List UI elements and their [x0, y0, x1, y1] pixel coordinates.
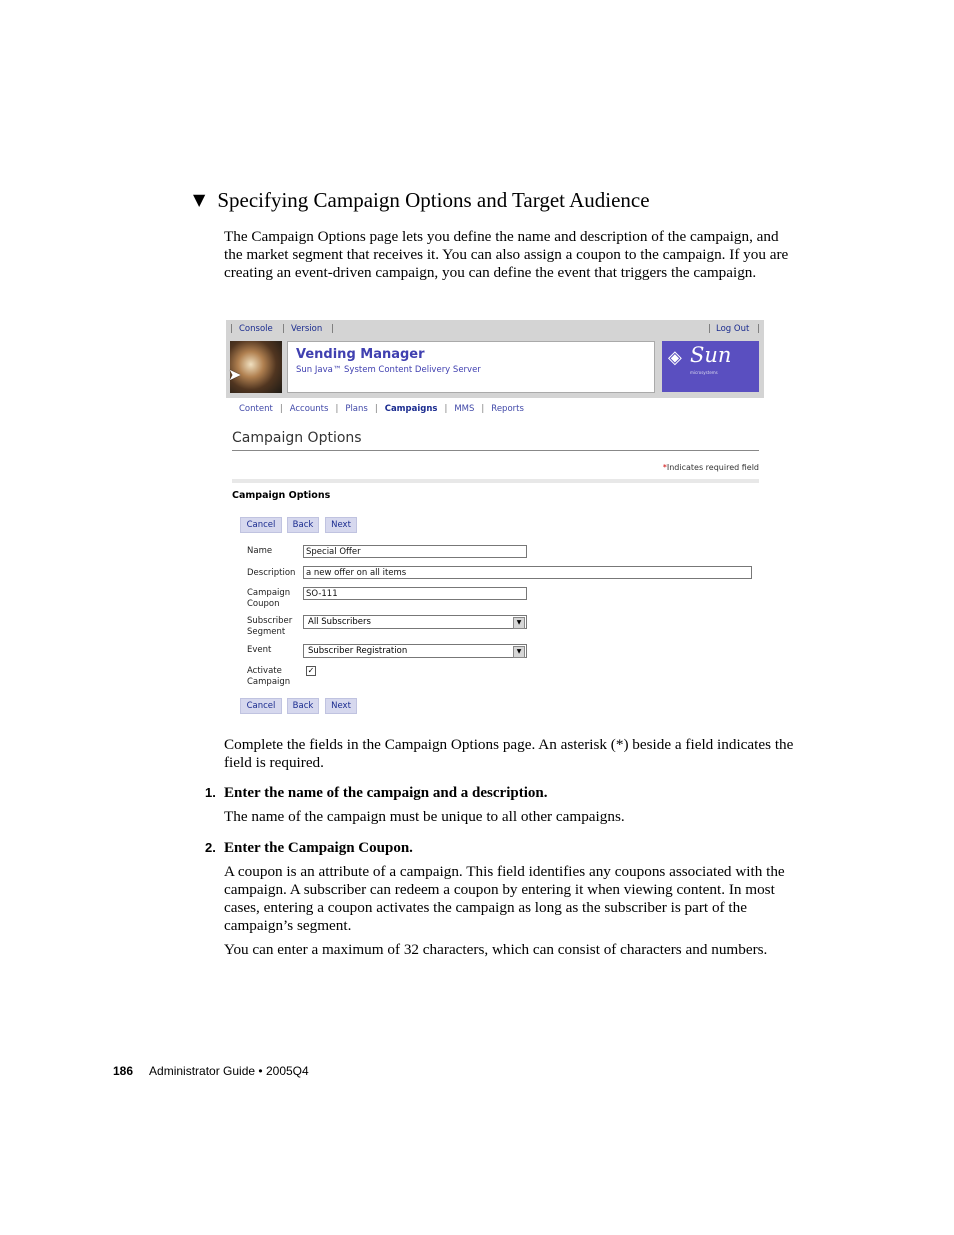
- sun-logo: [662, 341, 759, 392]
- coupon-label: [247, 588, 290, 609]
- footer-title: Administrator Guide: [149, 1064, 256, 1078]
- separator: |: [282, 324, 286, 334]
- back-button[interactable]: Back: [287, 698, 319, 714]
- after-screenshot-paragraph: Complete the fields in the Campaign Options page. An asterisk (*) beside a field indicates the field is required.: [224, 736, 794, 771]
- back-button[interactable]: Back: [287, 517, 319, 533]
- step-title: Enter the name of the campaign and a description.: [224, 785, 548, 801]
- sun-logo-mark-icon: ◈: [668, 347, 682, 368]
- page-footer: [113, 1064, 309, 1078]
- name-label: Name: [247, 546, 273, 556]
- app-title-box: [287, 341, 655, 393]
- title-divider: [232, 450, 759, 451]
- segment-label: [247, 616, 292, 637]
- separator: |: [757, 324, 761, 334]
- event-select[interactable]: [303, 644, 527, 658]
- chevron-down-icon[interactable]: ▼: [513, 617, 525, 629]
- section-heading: [193, 188, 650, 213]
- separator: |: [230, 324, 234, 334]
- version-link[interactable]: Version: [291, 324, 323, 334]
- nav-reports[interactable]: Reports: [491, 404, 524, 414]
- intro-paragraph: The Campaign Options page lets you define the name and description of the campaign, and the market segment that receives it. You can also assign a coupon to the campaign. If you are creating an event-driven campaign, you can define the event that triggers the campaign.: [224, 228, 789, 281]
- event-selected-value: Subscriber Registration: [308, 646, 408, 656]
- nav-plans[interactable]: Plans: [345, 404, 368, 414]
- activate-label-line-2: Campaign: [247, 676, 291, 687]
- banner-photo: [230, 341, 282, 393]
- sun-logo-sub: microsystems: [690, 370, 718, 375]
- logout-link[interactable]: Log Out: [716, 324, 750, 334]
- nav-campaigns[interactable]: Campaigns: [384, 404, 438, 414]
- utility-bar: [226, 324, 764, 338]
- separator: |: [708, 324, 712, 334]
- main-nav: Content | Accounts | Plans | Campaigns | MMS | Reports: [239, 404, 524, 414]
- required-asterisk: *: [662, 463, 667, 472]
- section-band: [232, 479, 759, 483]
- required-note: [663, 463, 759, 472]
- activate-label: [247, 666, 290, 687]
- segment-select[interactable]: [303, 615, 527, 629]
- separator: |: [331, 324, 335, 334]
- step-number: 1.: [205, 785, 216, 800]
- chevron-down-icon[interactable]: ▼: [513, 646, 525, 658]
- step-1-paragraph: The name of the campaign must be unique to all other campaigns.: [224, 808, 625, 825]
- page-number: 186: [113, 1064, 134, 1078]
- masthead: [226, 320, 764, 398]
- nav-mms[interactable]: MMS: [454, 404, 475, 414]
- page-title: Campaign Options: [232, 430, 362, 446]
- name-field[interactable]: Special Offer: [303, 545, 527, 558]
- segment-selected-value: All Subscribers: [308, 617, 371, 627]
- app-subtitle: Sun Java™ System Content Delivery Server: [296, 365, 481, 375]
- step-title: Enter the Campaign Coupon.: [224, 840, 413, 856]
- footer-bullet: •: [258, 1064, 263, 1078]
- description-label: Description: [247, 568, 296, 578]
- event-label: Event: [247, 645, 272, 655]
- console-link[interactable]: Console: [239, 324, 273, 334]
- step-2-paragraph-1: A coupon is an attribute of a campaign. This field identifies any coupons associated with the campaign. A subscriber can redeem a coupon by entering it when viewing content. In most cases, entering a coupon activates the campaign as long as the subscriber is part of the campaign’s segment.: [224, 863, 785, 934]
- cancel-button[interactable]: Cancel: [240, 698, 282, 714]
- footer-edition: 2005Q4: [265, 1064, 309, 1078]
- cancel-button[interactable]: Cancel: [240, 517, 282, 533]
- heading-title: Specifying Campaign Options and Target Audience: [217, 188, 650, 212]
- segment-label-line-2: Segment: [247, 626, 286, 637]
- step-2-title: [205, 840, 413, 857]
- segment-label-line-1: Subscriber: [247, 616, 293, 626]
- nav-content[interactable]: Content: [239, 404, 273, 414]
- required-text: Indicates required field: [666, 463, 759, 472]
- coupon-field[interactable]: SO-111: [303, 587, 527, 600]
- activate-campaign-checkbox[interactable]: ✓: [307, 666, 315, 675]
- activate-label-line-1: Activate: [247, 666, 282, 676]
- app-title: Vending Manager: [296, 347, 425, 362]
- mouse-cursor-icon: ➤: [228, 365, 242, 384]
- step-number: 2.: [205, 840, 216, 855]
- coupon-label-line-1: Campaign: [247, 588, 291, 598]
- description-field[interactable]: a new offer on all items: [303, 566, 752, 579]
- coupon-label-line-2: Coupon: [247, 598, 280, 609]
- sun-logo-word: Sun: [690, 343, 732, 367]
- step-2-paragraph-2: You can enter a maximum of 32 characters, which can consist of characters and numbers.: [224, 941, 768, 958]
- section-title: Campaign Options: [232, 490, 331, 501]
- nav-accounts[interactable]: Accounts: [289, 404, 329, 414]
- step-1-title: [205, 785, 547, 802]
- campaign-options-screenshot: [226, 320, 764, 720]
- next-button[interactable]: Next: [325, 698, 357, 714]
- next-button[interactable]: Next: [325, 517, 357, 533]
- triangle-down-icon: ▼: [193, 190, 206, 209]
